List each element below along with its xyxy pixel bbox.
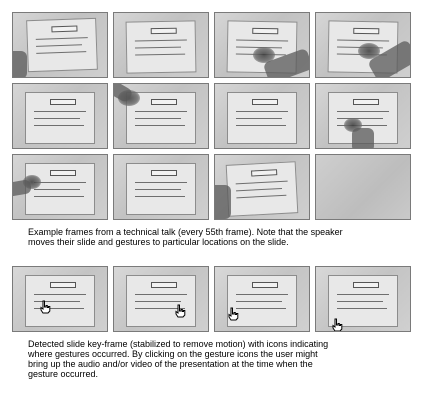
key-frame-2: [113, 266, 209, 332]
video-frame-4: [315, 12, 411, 78]
video-frame-10: [113, 154, 209, 220]
figure-caption-top: [28, 227, 343, 247]
caption-line: bring up the audio and/or video of the presentation at the time when the: [28, 359, 313, 369]
video-frame-5: [12, 83, 108, 149]
video-frame-9: [12, 154, 108, 220]
pointing-hand-icon[interactable]: [331, 318, 343, 332]
caption-line: Detected slide key-frame (stabilized to remove motion) with icons indicating: [28, 339, 329, 349]
video-frame-8: [315, 83, 411, 149]
pointing-hand-icon[interactable]: [227, 307, 239, 321]
figure-caption-bottom: [28, 339, 328, 379]
video-frame-12: [315, 154, 411, 220]
key-frame-1: [12, 266, 108, 332]
caption-line: Example frames from a technical talk (every 55th frame). Note that the speaker: [28, 227, 343, 237]
video-frame-2: [113, 12, 209, 78]
caption-line: where gestures occurred. By clicking on the gesture icons the user might: [28, 349, 318, 359]
pointing-hand-icon[interactable]: [174, 304, 186, 318]
video-frame-11: [214, 154, 310, 220]
key-frame-4: [315, 266, 411, 332]
caption-line: gesture occurred.: [28, 369, 99, 379]
key-frame-3: [214, 266, 310, 332]
video-frame-1: [12, 12, 108, 78]
video-frame-3: [214, 12, 310, 78]
video-frame-6: [113, 83, 209, 149]
video-frame-7: [214, 83, 310, 149]
pointing-hand-icon[interactable]: [39, 300, 51, 314]
caption-line: moves their slide and gestures to particular locations on the slide.: [28, 237, 289, 247]
